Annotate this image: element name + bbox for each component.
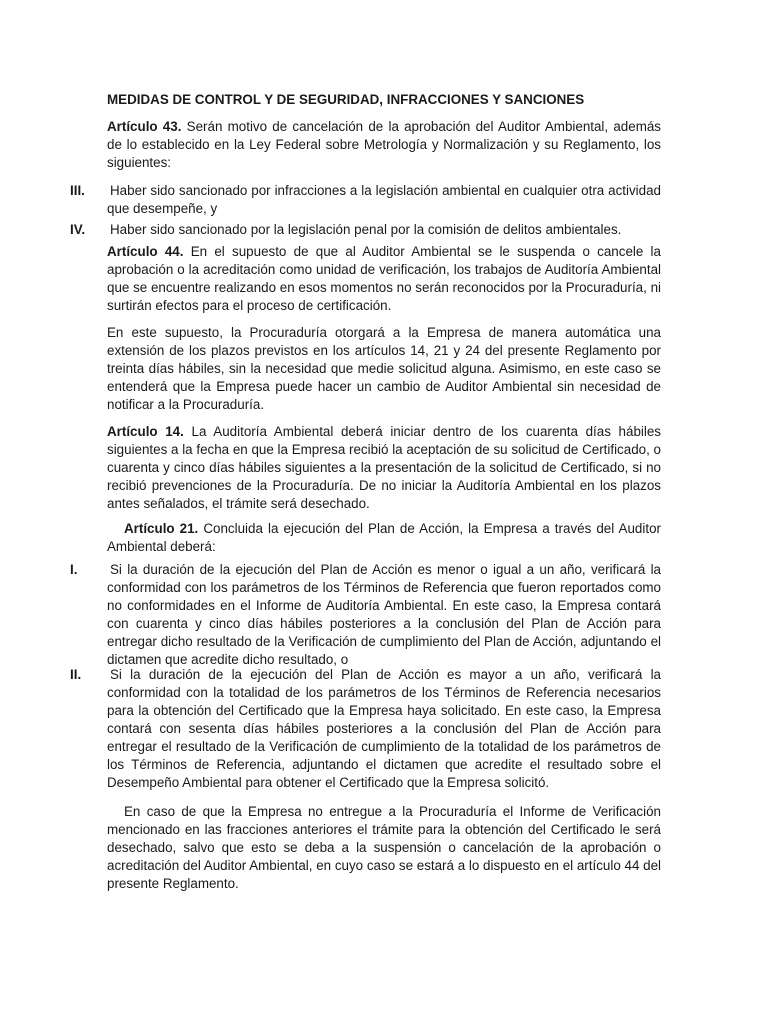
fraction-iii-text bbox=[107, 182, 661, 218]
closing-paragraph bbox=[107, 803, 661, 893]
article-14-label: Artículo 14. bbox=[107, 424, 184, 439]
article-14-text: La Auditoría Ambiental deberá iniciar dentro de los cuarenta días hábiles siguientes a la fecha en que la Empresa recibió la aceptación de su solicitud de Certificado, o cuarenta y cinco días hábiles siguientes a la presentación de la solicitud de Certificado, si no recibió prevenciones de la Procuraduría. De no iniciar la Auditoría Ambiental en los plazos antes señalados, el trámite será desechado. bbox=[107, 424, 661, 511]
fraction-iv-body: Haber sido sancionado por la legislación penal por la comisión de delitos ambientales. bbox=[110, 222, 622, 237]
article-43-text: Serán motivo de cancelación de la aprobación del Auditor Ambiental, además de lo establecido en la Ley Federal sobre Metrología y Normalización y su Reglamento, los siguientes: bbox=[107, 119, 661, 170]
article-44-paragraph-2: En este supuesto, la Procuraduría otorgará a la Empresa de manera automática una extensión de los plazos previstos en los artículos 14, 21 y 24 del presente Reglamento por treinta días hábiles, sin la necesidad que medie solicitud alguna. Asimismo, en este caso se entenderá que la Empresa puede hacer un cambio de Auditor Ambiental sin necesidad de notificar a la Procuraduría. bbox=[107, 325, 661, 412]
fraction-iii-number: III. bbox=[70, 183, 85, 198]
article-21-text: Concluida la ejecución del Plan de Acción, la Empresa a través del Auditor Ambiental deberá: bbox=[107, 521, 661, 554]
article-44-label: Artículo 44. bbox=[107, 244, 184, 259]
fraction-i-body: Si la duración de la ejecución del Plan de Acción es menor o igual a un año, verificará la conformidad con los parámetros de los Términos de Referencia que fueron reportados como no conformidades en el Informe de Auditoría Ambiental. En este caso, la Empresa contará con cuarenta y cinco días hábiles posteriores a la conclusión del Plan de Acción para entregar dicho resultado de la Verificación de cumplimiento del Plan de Acción, adjuntando el dictamen que acredite dicho resultado, o bbox=[107, 562, 661, 667]
closing-text: En caso de que la Empresa no entregue a la Procuraduría el Informe de Verificación mencionado en las fracciones anteriores el trámite para la obtención del Certificado le será desechado, salvo que esto se deba a la suspensión o cancelación de la aprobación o acreditación del Auditor Ambiental, en cuyo caso se estará a lo dispuesto en el artículo 44 del presente Reglamento. bbox=[107, 804, 661, 891]
fraction-iv-number: IV. bbox=[70, 222, 86, 237]
fraction-ii-number: II. bbox=[70, 667, 82, 682]
article-43-label: Artículo 43. bbox=[107, 119, 182, 134]
fraction-iv-text bbox=[107, 221, 661, 239]
article-44 bbox=[107, 243, 661, 315]
fraction-ii-text bbox=[107, 666, 661, 792]
fraction-iii-body: Haber sido sancionado por infracciones a la legislación ambiental en cualquier otra actividad que desempeñe, y bbox=[107, 183, 661, 216]
fraction-i-number: I. bbox=[70, 562, 78, 577]
article-21-label: Artículo 21. bbox=[124, 521, 199, 536]
fraction-ii-body: Si la duración de la ejecución del Plan de Acción es mayor a un año, verificará la conformidad con la totalidad de los parámetros de los Términos de Referencia necesarios para la obtención del Certificado que la Empresa haya solicitado. En este caso, la Empresa contará con sesenta días hábiles posteriores a la conclusión del Plan de Acción para entregar el resultado de la Verificación de cumplimiento de la totalidad de los parámetros de los Términos de Referencia, adjuntando el dictamen que acredite el resultado sobre el Desempeño Ambiental para obtener el Certificado que la Empresa solicitó. bbox=[107, 667, 661, 790]
article-43 bbox=[107, 118, 661, 172]
article-44-text: En el supuesto de que al Auditor Ambiental se le suspenda o cancele la aprobación o la acreditación como unidad de verificación, los trabajos de Auditoría Ambiental que se encuentre realizando en esos momentos no serán reconocidos por la Procuraduría, ni surtirán efectos para el proceso de certificación. bbox=[107, 244, 661, 313]
article-21 bbox=[107, 520, 661, 556]
article-14 bbox=[107, 423, 661, 513]
fraction-i-text bbox=[107, 561, 661, 669]
section-heading: MEDIDAS DE CONTROL Y DE SEGURIDAD, INFRACCIONES Y SANCIONES bbox=[107, 92, 585, 107]
